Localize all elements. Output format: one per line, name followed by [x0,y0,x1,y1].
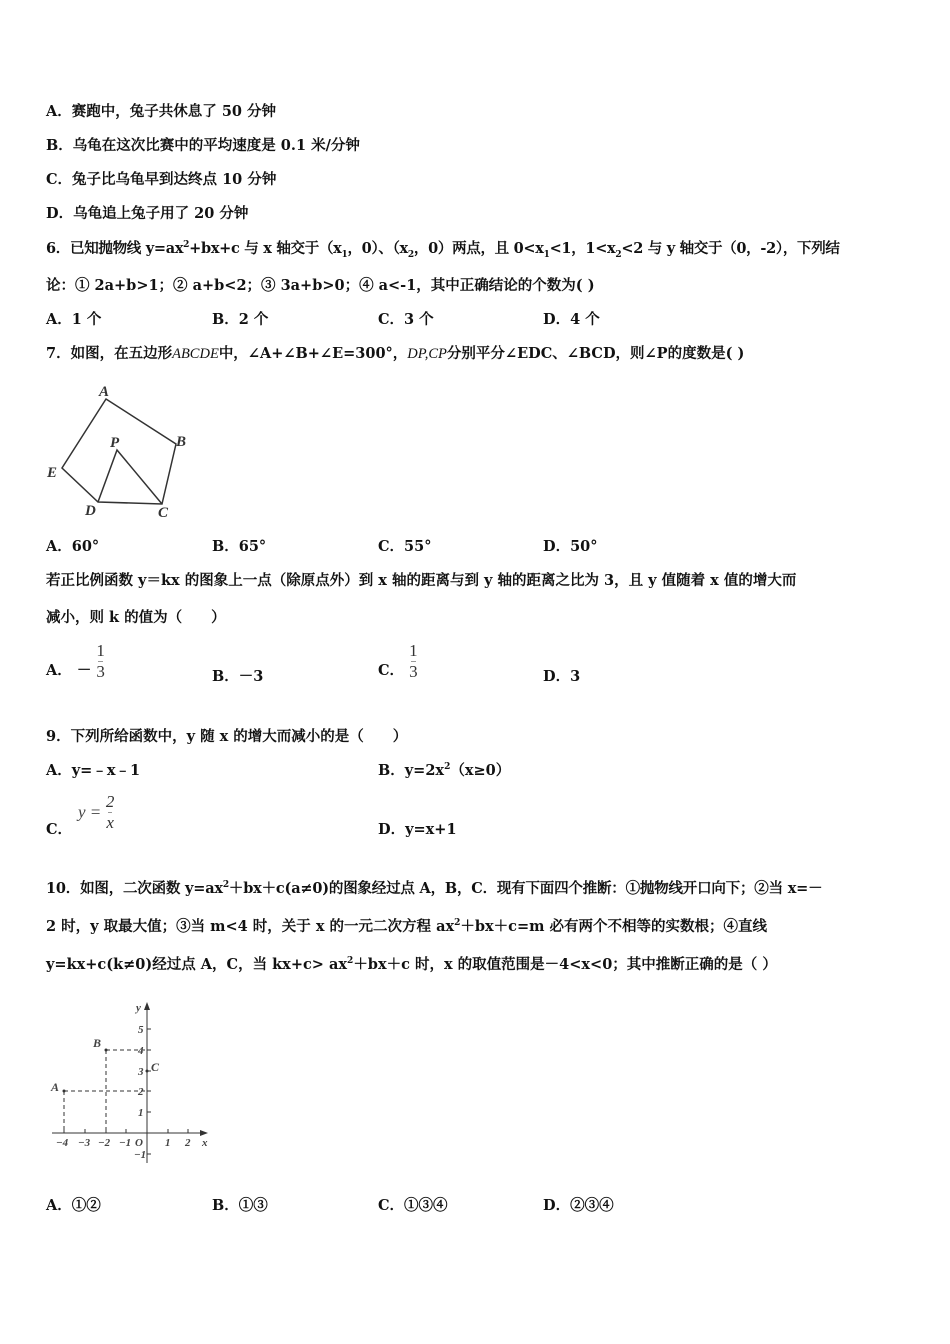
q6-option-a: A．1 个 [46,311,102,328]
q9-option-c-label: C． [46,821,73,838]
q8-option-d: D．3 [543,668,581,685]
label-c: C [158,505,169,520]
svg-text:−4: −4 [56,1137,69,1149]
svg-text:1: 1 [165,1137,171,1149]
label-d: D [85,503,96,519]
q6-option-d: D．4 个 [543,311,600,328]
q5-option-a: A．赛跑中，兔子共休息了 50 分钟 [46,103,277,120]
q8-question-line1: 若正比例函数 y＝kx 的图象上一点（除原点外）到 x 轴的距离与到 y 轴的距离之比为 3，且 y 值随着 x 值的增大而 [46,572,797,589]
q7-option-d: D．50° [543,538,598,555]
q9-question: 9．下列所给函数中，y 随 x 的增大而减小的是（ ） [46,728,408,745]
fraction-one-third: $\frac{1}{3}$ [409,641,418,681]
q10-option-d: D．②③④ [543,1197,614,1214]
q10-option-a: A．①② [46,1197,101,1214]
q6-option-c: C．3 个 [378,311,434,328]
svg-text:2: 2 [185,1137,191,1149]
q7-option-c: C．55° [378,538,432,555]
point-c-label: C [151,1060,160,1074]
q5-option-c: C．兔子比乌龟早到达终点 10 分钟 [46,171,277,188]
q7-option-a: A．60° [46,538,100,555]
q8-option-a: A． － $\frac{1}{3}$ [46,641,105,681]
q9-option-a: A．y=﹣x﹣1 [46,762,141,779]
q6-question-line2: 论：① 2a+b>1；② a+b<2；③ 3a+b>0；④ a<-1，其中正确结论的个数为( ) [46,277,595,294]
q10-question-line3: y=kx+c(k≠0)经过点 A，C，当 $kx+c> ax^2+bx+c$ 时，x 的取值范围是－4<x<0；其中推断正确的是（ ） [46,956,777,973]
svg-text:1: 1 [138,1107,144,1119]
q10-question-line1: 10．如图，二次函数 $y=ax^2+bx+c(a\ne 0)$的图象经过点 A，B，C．现有下面四个推断：①抛物线开口向下；②当 x=－ [46,880,823,897]
label-b: B [176,434,187,450]
point-b-label: B [93,1036,102,1050]
q9-option-b: B．$y=2x^2(x\ge 0)$ [378,762,511,779]
svg-text:4: 4 [138,1045,144,1057]
q8-option-c: C． $\frac{1}{3}$ [378,641,418,681]
label-p: P [110,435,120,451]
point-a-label: A [51,1080,60,1094]
q9-option-c-formula: y = $\frac{2}{x}$ [78,792,115,832]
origin-label: O [135,1137,143,1149]
q6-question-line1: 6．已知抛物线 $y=ax^2+bx+c$ 与 x 轴交于（$x_1$，0）、（$x_2$，0）两点，且 $0<x_1<1$，$1<x_2<2$ 与 y 轴交于（0，-2），下列结 [46,240,840,260]
label-a: A [99,384,110,400]
q7-option-b: B．65° [212,538,267,555]
q10-question-line2: 2 时，y 取最大值；③当 m<4 时，关于 x 的一元二次方程 $ax^2+bx+c=m$ 必有两个不相等的实数根；④直线 [46,918,768,935]
label-e: E [47,465,58,481]
svg-text:5: 5 [138,1024,144,1036]
y-axis-label: y [136,1002,141,1014]
q10-option-c: C．①③④ [378,1197,448,1214]
q5-option-b: B．乌龟在这次比赛中的平均速度是 0.1 米/分钟 [46,137,360,154]
q9-option-d: D．y=x+1 [378,821,457,838]
svg-text:−1: −1 [119,1137,132,1149]
x-axis-label: x [202,1137,208,1149]
svg-text:2: 2 [138,1086,144,1098]
q8-question-line2: 减小，则 k 的值为（ ） [46,609,226,626]
q5-option-d: D．乌龟追上兔子用了 20 分钟 [46,205,249,222]
q7-question: 7．如图，在五边形ABCDE中，∠A+∠B+∠E=300°，DP,CP分别平分∠EDC、∠BCD，则∠P的度数是( ) [46,345,745,362]
svg-text:−1: −1 [134,1149,147,1161]
q6-option-b: B．2 个 [212,311,269,328]
svg-text:−3: −3 [78,1137,91,1149]
q10-option-b: B．①③ [212,1197,268,1214]
fraction-neg-one-third: $\frac{1}{3}$ [96,641,105,681]
svg-text:−2: −2 [98,1137,111,1149]
pentagon-figure [40,380,200,520]
svg-text:3: 3 [138,1066,144,1078]
q8-option-b: B．－3 [212,668,264,685]
coordinate-graph [40,995,220,1170]
